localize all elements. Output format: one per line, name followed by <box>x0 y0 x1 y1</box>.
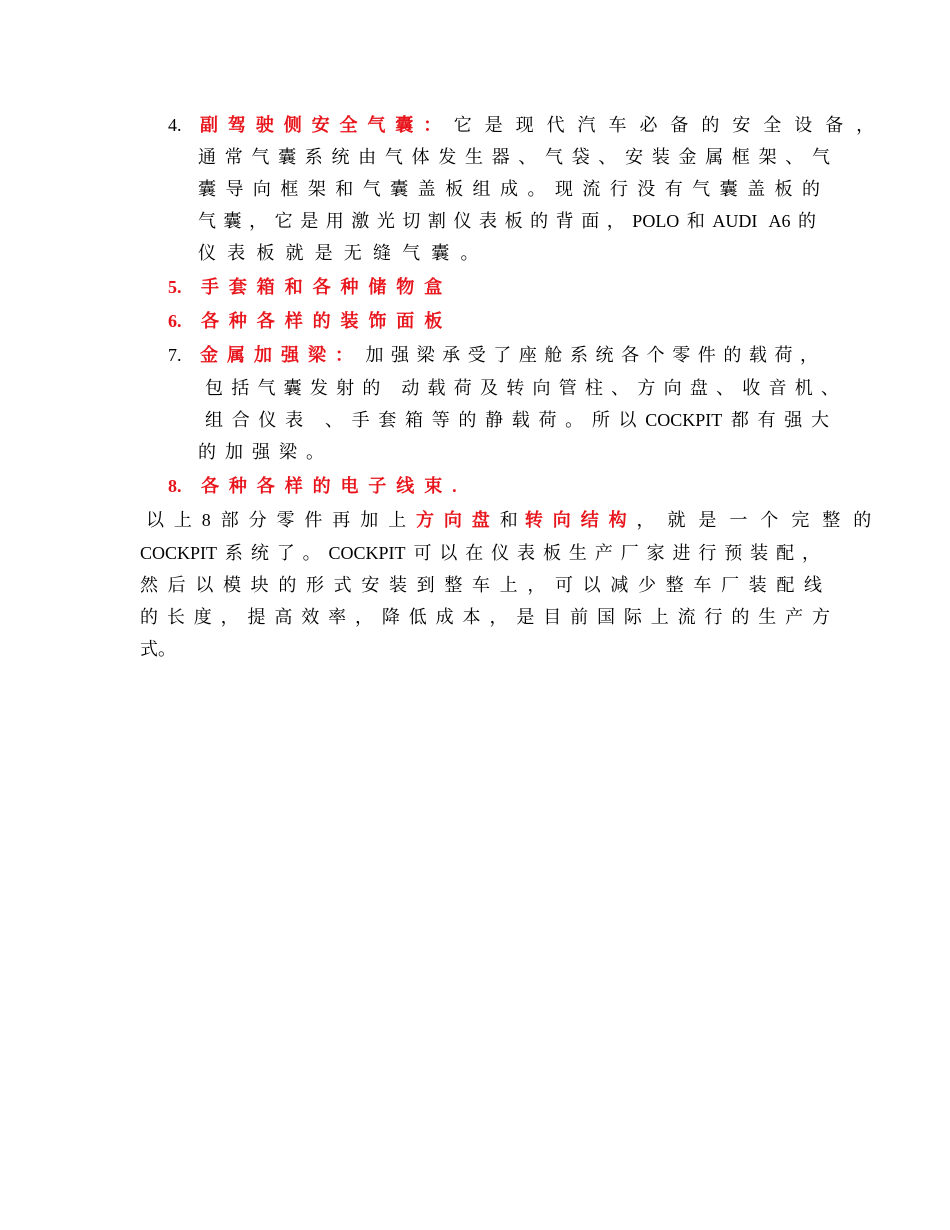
item-4-text-line-4: 气囊，它是用激光切割仪表板的背面，POLO和AUDI A6的 <box>198 211 816 231</box>
summary-highlight-steering-structure: 转向结构 <box>524 510 637 530</box>
item-4-text-line-1: 它是现代汽车必备的安全设备， <box>453 115 888 135</box>
item-7-text-line-3: 组合仪表 、手套箱等的静载荷。所以COCKPIT都有强大 <box>205 410 829 430</box>
item-7-text-line-2: 包括气囊发射的 动载荷及转向管柱、方向盘、收音机、 <box>205 378 839 398</box>
summary-line-1-mid: 和 <box>499 510 525 530</box>
summary-line-3: 然后以模块的形式安装到整车上，可以减少整车厂装配线 <box>140 575 822 595</box>
item-4-first-line <box>200 114 888 136</box>
list-number-4: 4. <box>168 115 182 135</box>
item-4-text-line-2: 通常气囊系统由气体发生器、气袋、安装金属框架、气 <box>198 147 830 167</box>
item-4-title: 副驾驶侧安全气囊 <box>200 115 424 135</box>
item-4-colon: ： <box>423 115 442 135</box>
summary-highlight-steering-wheel: 方向盘 <box>416 510 500 530</box>
list-number-6: 6. <box>168 311 182 331</box>
item-4-text-line-3: 囊导向框架和气囊盖板组成。现流行没有气囊盖板的 <box>198 179 820 199</box>
summary-line-5: 式。 <box>140 639 176 659</box>
list-number-5: 5. <box>168 277 182 297</box>
list-number-7: 7. <box>168 345 182 365</box>
summary-line-1-pre: 以上8部分零件再加上 <box>146 510 416 530</box>
item-7-colon: ： <box>335 345 353 365</box>
list-number-8: 8. <box>168 476 182 496</box>
item-7-text-line-1: 加强梁承受了座舱系统各个零件的载荷， <box>365 345 826 365</box>
item-6-title: 各种各样的装饰面板 <box>201 311 453 331</box>
item-5-title: 手套箱和各种储物盒 <box>201 277 453 297</box>
item-7-title: 金属加强梁 <box>200 345 335 365</box>
item-7-text-line-4: 的加强梁。 <box>198 442 333 462</box>
summary-line-2: COCKPIT系统了。COCKPIT可以在仪表板生产厂家进行预装配， <box>140 543 820 563</box>
summary-line-1-post: ，就是一个完整的 <box>636 510 885 530</box>
summary-line-1 <box>146 509 885 531</box>
item-4-text-line-5: 仪表板就是无缝气囊。 <box>198 243 490 263</box>
summary-line-4: 的长度，提高效率，降低成本，是目前国际上流行的生产方 <box>140 607 830 627</box>
item-8-title: 各种各样的电子线束. <box>201 476 467 496</box>
item-7-first-line <box>200 344 826 366</box>
